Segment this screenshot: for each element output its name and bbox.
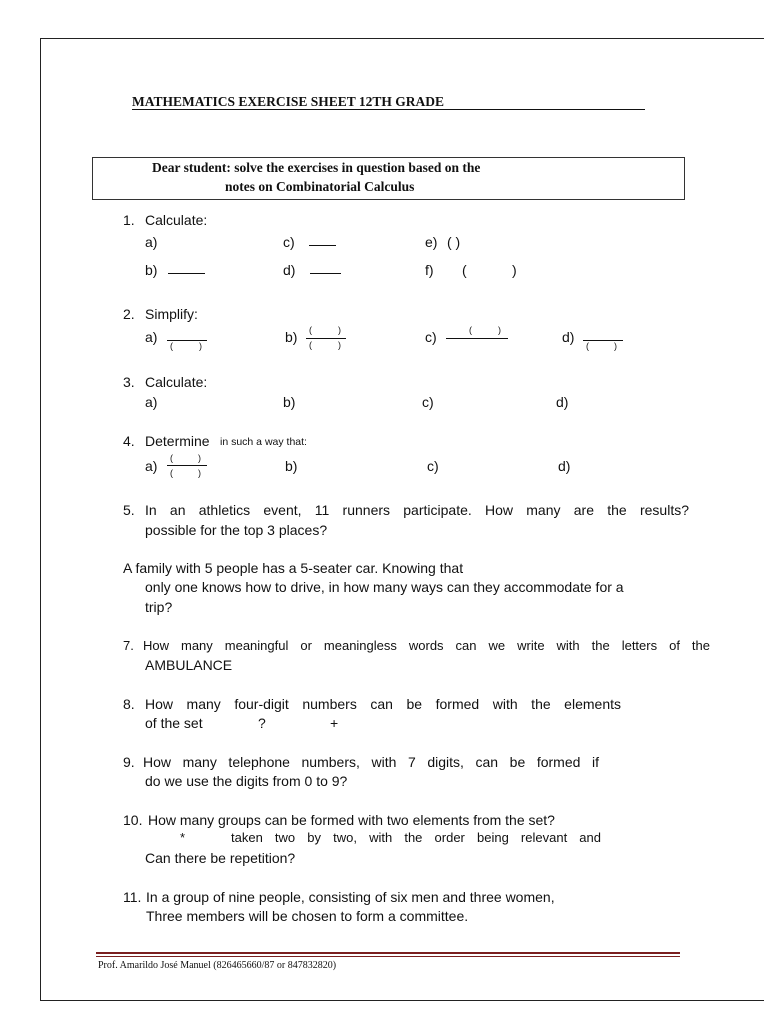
q4-text: Determine <box>145 433 210 449</box>
q4-a-fraction-bar <box>167 465 207 466</box>
q2-d-paren-close: ) <box>614 341 617 351</box>
q10-line-1: How many groups can be formed with two elements from the set? <box>148 812 555 828</box>
q10-line-3: Can there be repetition? <box>145 850 296 866</box>
q1-b: b) <box>145 262 158 278</box>
q2-b-den-paren-close: ) <box>338 340 341 350</box>
q8-line-1: How many four-digit numbers can be formed with the elements <box>145 696 621 712</box>
q1-f-paren-close: ) <box>512 262 517 278</box>
footer-credit: Prof. Amarildo José Manuel (826465660/87 or 847832820) <box>98 960 337 971</box>
q6-line-1: A family with 5 people has a 5-seater car. Knowing that <box>123 560 464 576</box>
q2-a-paren-open: ( <box>170 341 173 351</box>
q1-e: e) <box>425 234 438 250</box>
q4-a-num-paren-close: ) <box>198 453 201 463</box>
q1-text: Calculate: <box>145 212 208 228</box>
q8-line-2: of the set <box>145 715 203 731</box>
q7-line-1: How many meaningful or meaningless words can we write with the letters of the <box>143 638 710 653</box>
q1-f-paren-open: ( <box>462 262 467 278</box>
q2-d-paren-open: ( <box>586 341 589 351</box>
q11-number: 11. <box>123 889 142 905</box>
q7-number: 7. <box>123 638 134 653</box>
q3-c: c) <box>422 394 434 410</box>
q3-d: d) <box>556 394 569 410</box>
q2-b-fraction-bar <box>306 338 346 339</box>
footer-rule-thin <box>96 956 680 957</box>
q2-b-den-paren-open: ( <box>309 340 312 350</box>
q7-line-2: AMBULANCE <box>145 657 233 673</box>
q2-c-fraction-bar <box>446 338 508 339</box>
q3-a: a) <box>145 394 158 410</box>
q2-text: Simplify: <box>145 306 198 322</box>
intro-line-2: notes on Combinatorial Calculus <box>225 179 415 194</box>
q1-c: c) <box>283 234 295 250</box>
q9-line-1: How many telephone numbers, with 7 digits, can be formed if <box>143 754 599 770</box>
q10-symbol: * <box>180 830 186 845</box>
q1-f: f) <box>425 262 434 278</box>
q2-b: b) <box>285 329 298 345</box>
q9-line-2: do we use the digits from 0 to 9? <box>145 773 348 789</box>
intro-line-1: Dear student: solve the exercises in question based on the <box>152 160 481 175</box>
q4-a-num-paren-open: ( <box>170 453 173 463</box>
q5-number: 5. <box>123 502 135 518</box>
q11-line-1: In a group of nine people, consisting of six men and three women, <box>146 889 555 905</box>
q9-number: 9. <box>123 754 135 770</box>
q4-a: a) <box>145 458 158 474</box>
q2-b-num-paren-open: ( <box>309 325 312 335</box>
q4-a-den-paren-close: ) <box>198 468 201 478</box>
q2-c: c) <box>425 329 437 345</box>
q4-c: c) <box>427 458 439 474</box>
q4-a-den-paren-open: ( <box>170 468 173 478</box>
q2-c-num-paren-close: ) <box>498 325 501 335</box>
q1-b-fraction-bar <box>168 273 205 274</box>
q2-number: 2. <box>123 306 135 322</box>
q2-a-paren-close: ) <box>199 341 202 351</box>
q2-d: d) <box>562 329 575 345</box>
q10-number: 10. <box>123 812 143 828</box>
q1-e-paren: ( ) <box>447 234 461 250</box>
q4-b: b) <box>285 458 298 474</box>
q3-text: Calculate: <box>145 374 208 390</box>
q2-c-num-paren-open: ( <box>469 325 472 335</box>
q8-number: 8. <box>123 696 135 712</box>
q6-line-3: trip? <box>145 599 173 615</box>
sheet-title: MATHEMATICS EXERCISE SHEET 12TH GRADE <box>132 94 445 109</box>
q8-symbol-2: + <box>330 715 339 731</box>
q3-b: b) <box>283 394 296 410</box>
q1-d-fraction-bar <box>310 273 341 274</box>
q2-a: a) <box>145 329 158 345</box>
footer-rule-thick <box>96 952 680 954</box>
q1-a: a) <box>145 234 158 250</box>
q2-d-fraction-bar <box>583 340 623 341</box>
q1-c-fraction-bar <box>309 245 336 246</box>
q3-number: 3. <box>123 374 135 390</box>
q11-line-2: Three members will be chosen to form a committee. <box>146 908 469 924</box>
q4-d: d) <box>558 458 571 474</box>
q1-number: 1. <box>123 212 135 228</box>
q2-b-num-paren-close: ) <box>338 325 341 335</box>
q5-line-1: In an athletics event, 11 runners participate. How many are the results? <box>145 502 689 518</box>
title-underline <box>132 109 645 110</box>
q4-number: 4. <box>123 433 135 449</box>
q4-suffix: in such a way that: <box>220 436 307 448</box>
q1-d: d) <box>283 262 296 278</box>
q8-symbol-1: ? <box>258 715 266 731</box>
q10-line-2: taken two by two, with the order being relevant and <box>231 830 601 845</box>
q5-line-2: possible for the top 3 places? <box>145 522 328 538</box>
q6-line-2: only one knows how to drive, in how many ways can they accommodate for a <box>145 579 624 595</box>
